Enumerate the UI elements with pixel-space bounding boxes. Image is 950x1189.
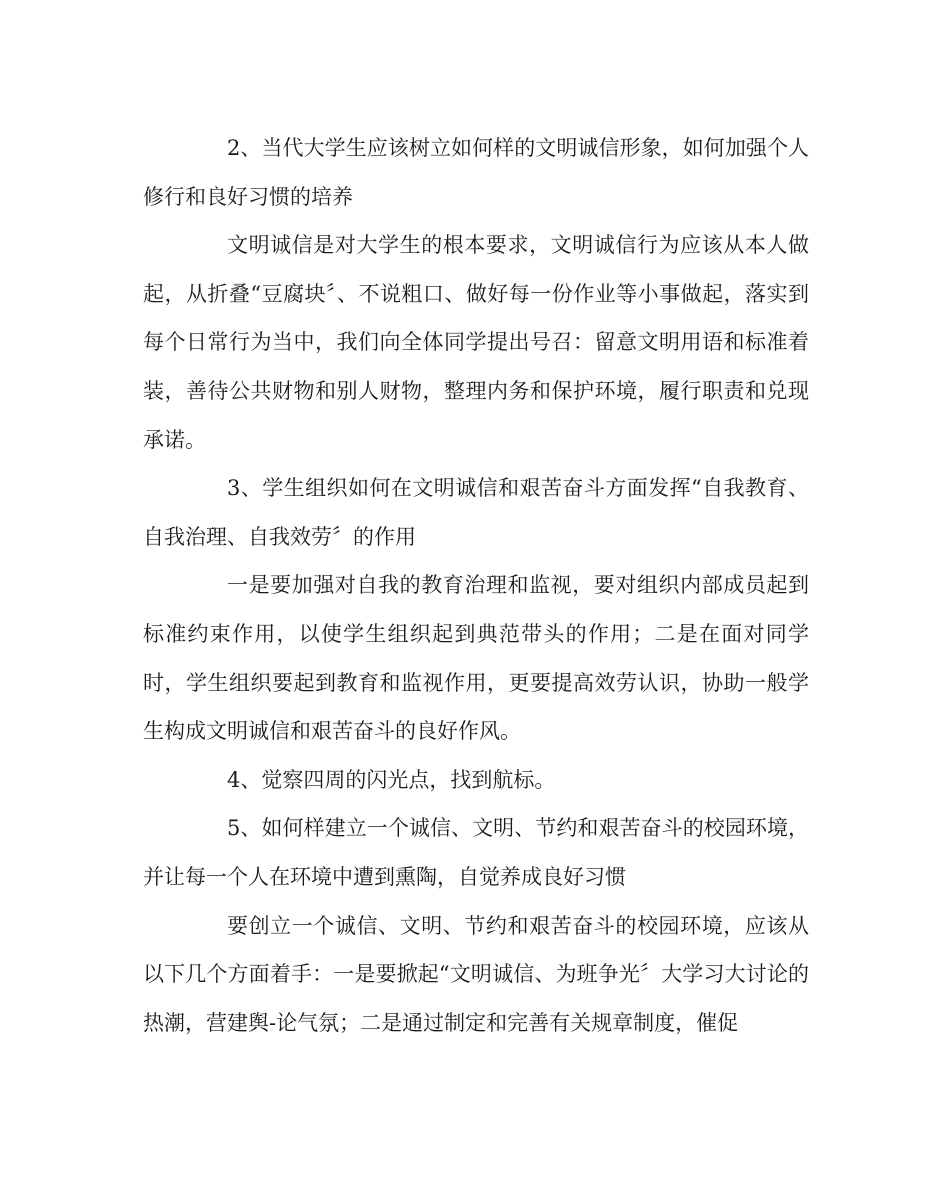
paragraph-answer-3: 一是要加强对自我的教育治理和监视，要对组织内部成员起到标准约束作用，以使学生组织起到典范带头的作用；二是在面对同学时，学生组织要起到教育和监视作用，更要提高效劳认识，协助一般学生构成文明诚信和艰苦奋斗的良好作风。 [143, 573, 809, 744]
paragraph-question-3: 3、学生组织如何在文明诚信和艰苦奋斗方面发挥“自我教育、自我治理、自我效劳〞的作用 [143, 476, 809, 549]
document-body [143, 124, 809, 1047]
paragraph-answer-5: 要创立一个诚信、文明、节约和艰苦奋斗的校园环境，应该从以下几个方面着手：一是要掀起“文明诚信、为班争光〞大学习大讨论的热潮，营建舆-论气氛；二是通过制定和完善有关规章制度，催促 [143, 913, 809, 1035]
paragraph-question-5: 5、如何样建立一个诚信、文明、节约和艰苦奋斗的校园环境，并让每一个人在环境中遭到熏陶，自觉养成良好习惯 [143, 816, 809, 889]
paragraph-answer-2: 文明诚信是对大学生的根本要求，文明诚信行为应该从本人做起，从折叠“豆腐块〞、不说粗口、做好每一份作业等小事做起，落实到每个日常行为当中，我们向全体同学提出号召：留意文明用语和标准着装，善待公共财物和别人财物，整理内务和保护环境，履行职责和兑现承诺。 [143, 233, 809, 452]
paragraph-item-4: 4、觉察四周的闪光点，找到航标。 [227, 767, 556, 792]
paragraph-question-2: 2、当代大学生应该树立如何样的文明诚信形象，如何加强个人修行和良好习惯的培养 [143, 136, 809, 209]
